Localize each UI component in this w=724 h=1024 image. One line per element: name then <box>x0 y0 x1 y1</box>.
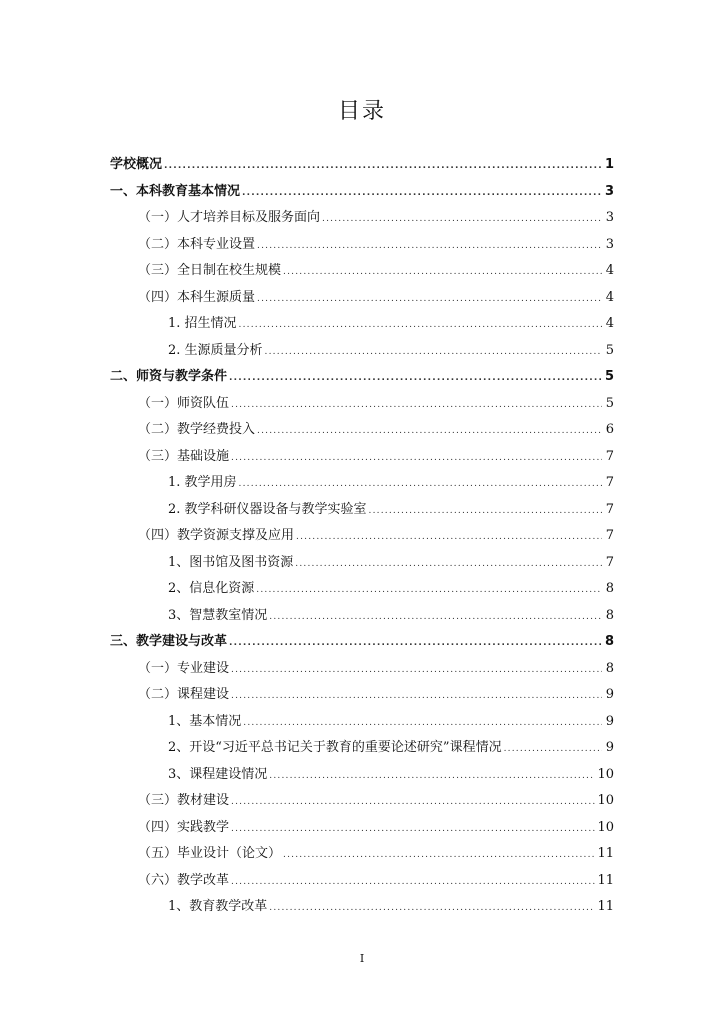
toc-entry-level-3[interactable] <box>110 470 614 497</box>
toc-entry-label: 1. 招生情况 <box>168 316 237 331</box>
toc-entry-page: 7 <box>605 448 614 464</box>
toc-entry-level-2[interactable] <box>110 232 614 259</box>
toc-dot-leader <box>269 763 595 790</box>
toc-entry-level-3[interactable] <box>110 338 614 365</box>
toc-dot-leader <box>269 604 602 631</box>
toc-dot-leader <box>231 683 602 710</box>
toc-entry-page: 8 <box>605 660 614 676</box>
toc-entry-level-2[interactable] <box>110 841 614 868</box>
toc-dot-leader <box>504 736 602 763</box>
toc-dot-leader <box>231 392 602 419</box>
toc-entry-page: 1 <box>604 157 614 172</box>
toc-entry-label: （二）本科专业设置 <box>138 236 256 252</box>
toc-dot-leader <box>296 524 602 551</box>
toc-dot-leader <box>231 445 602 472</box>
toc-entry-page: 9 <box>605 713 614 729</box>
toc-entry-level-2[interactable] <box>110 285 614 312</box>
toc-entry-page: 3 <box>605 236 614 252</box>
toc-dot-leader <box>283 842 595 869</box>
toc-entry-level-2[interactable] <box>110 682 614 709</box>
toc-entry-label: 3、智慧教室情况 <box>168 607 268 623</box>
toc-entry-level-3[interactable] <box>110 603 614 630</box>
toc-entry-level-1[interactable] <box>110 152 614 179</box>
toc-entry-level-2[interactable] <box>110 815 614 842</box>
toc-dot-leader <box>242 180 602 207</box>
toc-entry-label: 1、基本情况 <box>168 713 242 729</box>
toc-entry-level-3[interactable] <box>110 735 614 762</box>
toc-entry-label: （二）课程建设 <box>138 687 230 702</box>
toc-entry-level-2[interactable] <box>110 391 614 418</box>
toc-dot-leader <box>257 233 602 260</box>
toc-entry-page: 10 <box>597 793 614 808</box>
toc-entry-level-1[interactable] <box>110 629 614 656</box>
toc-entry-level-3[interactable] <box>110 497 614 524</box>
toc-entry-page: 3 <box>604 183 614 199</box>
toc-entry-level-2[interactable] <box>110 417 614 444</box>
toc-dot-leader <box>231 657 602 684</box>
page-footer-number: I <box>359 952 365 965</box>
toc-entry-level-2[interactable] <box>110 868 614 895</box>
toc-dot-leader <box>256 577 602 604</box>
toc-entry-label: （六）教学改革 <box>138 872 230 888</box>
toc-entry-label: 三、教学建设与改革 <box>110 634 228 649</box>
toc-entry-page: 11 <box>597 899 614 914</box>
toc-entry-label: （四）实践教学 <box>138 819 230 835</box>
toc-dot-leader <box>265 339 602 366</box>
toc-entry-level-3[interactable] <box>110 894 614 921</box>
toc-entry-level-2[interactable] <box>110 258 614 285</box>
toc-entry-page: 11 <box>597 872 614 888</box>
toc-entry-label: （一）师资队伍 <box>138 395 230 411</box>
toc-entry-label: 一、本科教育基本情况 <box>110 183 241 199</box>
toc-dot-leader <box>369 498 602 525</box>
toc-entry-level-2[interactable] <box>110 656 614 683</box>
toc-entry-level-2[interactable] <box>110 205 614 232</box>
toc-dot-leader <box>239 312 602 339</box>
toc-dot-leader <box>231 869 595 896</box>
toc-entry-label: 1. 教学用房 <box>168 475 237 490</box>
toc-entry-level-3[interactable] <box>110 550 614 577</box>
toc-dot-leader <box>164 153 602 180</box>
toc-entry-level-2[interactable] <box>110 444 614 471</box>
toc-dot-leader <box>229 630 602 657</box>
toc-entry-level-2[interactable] <box>110 788 614 815</box>
toc-entry-page: 7 <box>605 528 614 543</box>
toc-entry-label: 2. 教学科研仪器设备与教学实验室 <box>168 501 367 517</box>
toc-entry-label: 3、课程建设情况 <box>168 766 268 782</box>
toc-dot-leader <box>257 286 602 313</box>
toc-entry-label: （一）人才培养目标及服务面向 <box>138 210 321 225</box>
toc-entry-label: 2、信息化资源 <box>168 581 255 596</box>
toc-entry-page: 5 <box>605 342 614 358</box>
toc-dot-leader <box>231 816 595 843</box>
toc-entry-page: 8 <box>605 581 614 596</box>
toc-entry-label: 二、师资与教学条件 <box>110 369 228 384</box>
toc-entry-label: （四）本科生源质量 <box>138 289 256 305</box>
toc-entry-page: 5 <box>604 369 614 384</box>
toc-entry-page: 7 <box>605 475 614 490</box>
toc-entry-level-2[interactable] <box>110 523 614 550</box>
toc-entry-level-3[interactable] <box>110 311 614 338</box>
toc-entry-level-3[interactable] <box>110 762 614 789</box>
toc-dot-leader <box>229 365 602 392</box>
toc-entry-page: 6 <box>605 422 614 437</box>
toc-entry-page: 5 <box>605 395 614 411</box>
toc-entry-page: 8 <box>605 607 614 623</box>
toc-entry-page: 9 <box>605 740 614 755</box>
toc-entry-label: （一）专业建设 <box>138 660 230 676</box>
toc-entry-label: （五）毕业设计（论文） <box>138 846 282 861</box>
toc-entry-label: 1、图书馆及图书资源 <box>168 554 294 570</box>
toc-dot-leader <box>322 206 602 233</box>
toc-dot-leader <box>239 471 602 498</box>
toc-entry-level-1[interactable] <box>110 364 614 391</box>
toc-entry-page: 4 <box>605 263 614 278</box>
toc-entry-page: 4 <box>605 316 614 331</box>
toc-entry-label: （三）基础设施 <box>138 448 230 464</box>
toc-entry-label: 2、开设“习近平总书记关于教育的重要论述研究”课程情况 <box>168 740 502 755</box>
toc-entry-label: （四）教学资源支撑及应用 <box>138 528 295 543</box>
toc-entry-level-1[interactable] <box>110 179 614 206</box>
toc-entry-page: 10 <box>597 819 614 835</box>
toc-entry-page: 7 <box>605 501 614 517</box>
toc-dot-leader <box>257 418 602 445</box>
toc-entry-label: （三）教材建设 <box>138 793 230 808</box>
page-title: 目录 <box>337 99 386 124</box>
toc-entry-page: 11 <box>597 846 614 861</box>
toc-entry-label: 1、教育教学改革 <box>168 899 268 914</box>
toc-entry-page: 3 <box>605 210 614 225</box>
toc-dot-leader <box>243 710 602 737</box>
toc-entry-page: 10 <box>597 766 614 782</box>
toc-entry-label: （二）教学经费投入 <box>138 422 256 437</box>
toc-entry-label: 2. 生源质量分析 <box>168 342 263 358</box>
toc-entry-level-3[interactable] <box>110 709 614 736</box>
table-of-contents <box>110 152 614 921</box>
toc-dot-leader <box>283 259 602 286</box>
toc-dot-leader <box>231 789 595 816</box>
toc-entry-page: 8 <box>604 634 614 649</box>
toc-dot-leader <box>269 895 595 922</box>
toc-entry-label: （三）全日制在校生规模 <box>138 263 282 278</box>
toc-dot-leader <box>295 551 602 578</box>
toc-entry-page: 4 <box>605 289 614 305</box>
toc-entry-label: 学校概况 <box>110 157 163 172</box>
toc-entry-page: 9 <box>605 687 614 702</box>
toc-entry-page: 7 <box>605 554 614 570</box>
toc-entry-level-3[interactable] <box>110 576 614 603</box>
